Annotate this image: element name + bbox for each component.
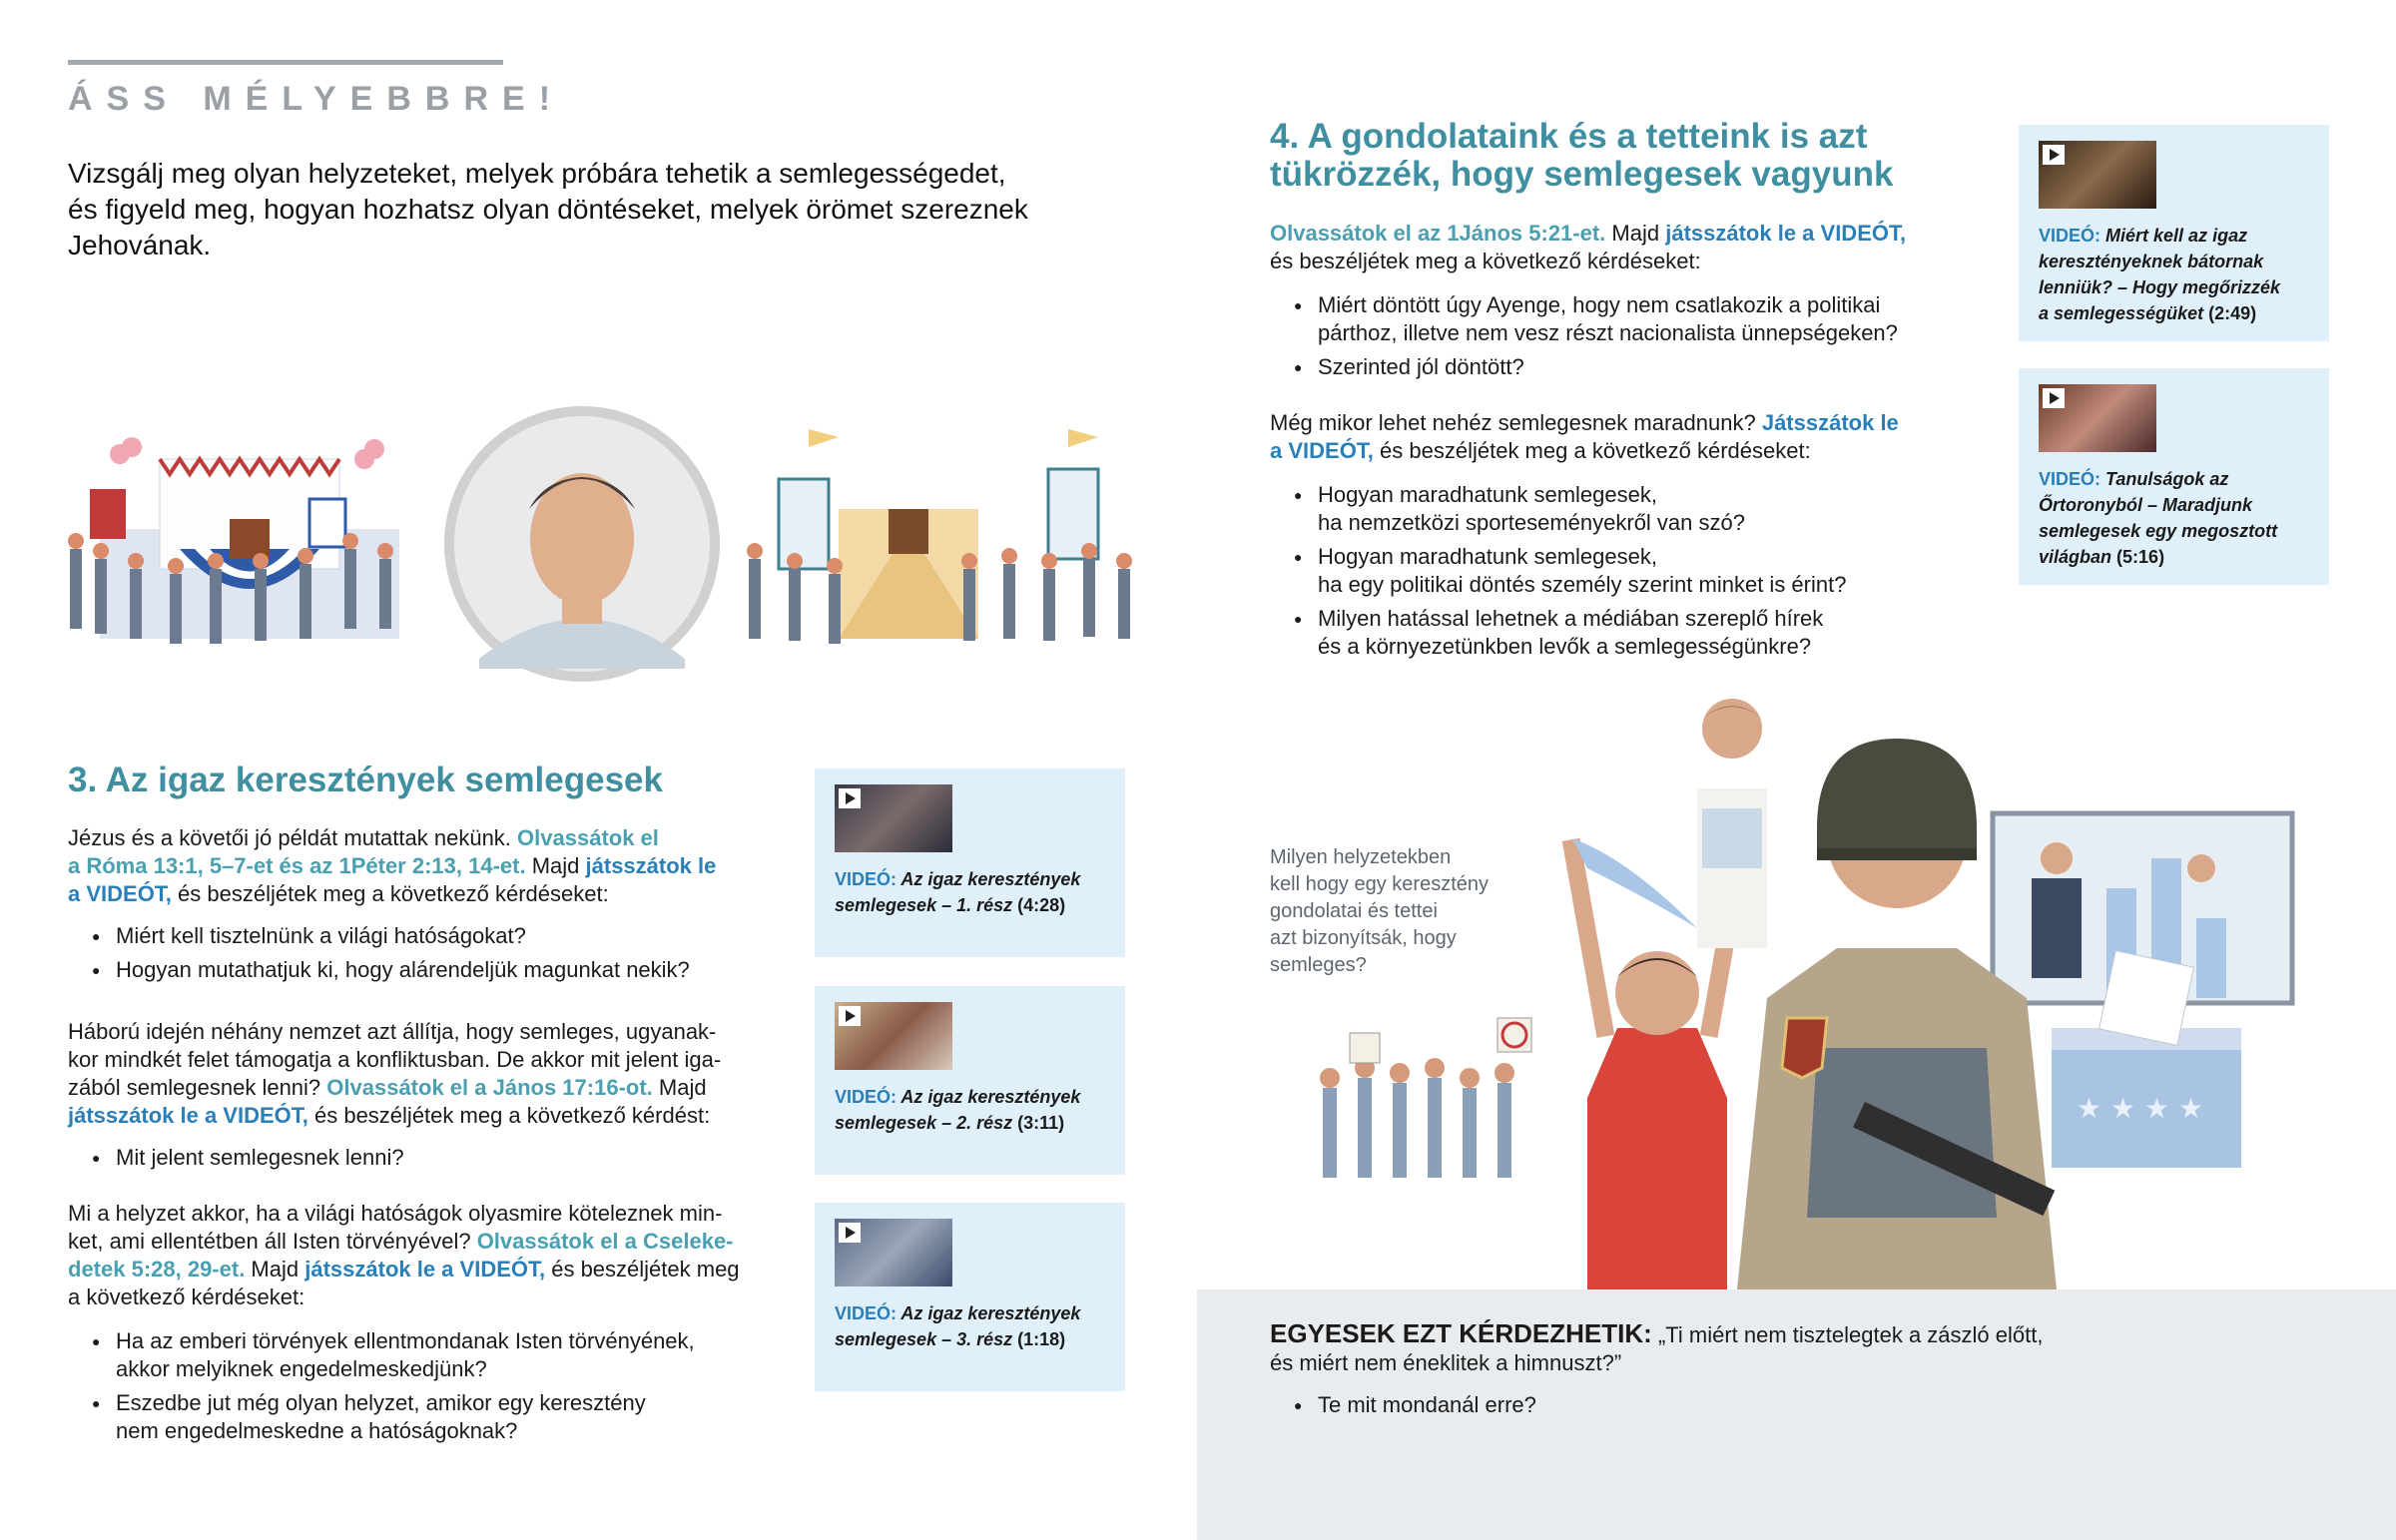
video-card-3[interactable]: VIDEÓ: Az igaz keresztények semlegesek – 3. rész (1:18)	[815, 1203, 1125, 1391]
list-item: ● Hogyan maradhatunk semlegesek, ha egy politikai döntés személy szerint minket is érint?	[1270, 543, 1846, 599]
play-icon[interactable]	[2043, 388, 2065, 408]
section3-paragraph-1: Jézus és a követői jó példát mutattak nekünk. Olvassátok el a Róma 13:1, 5–7-et és az 1Péter 2:13, 14-et. Majd játsszátok le a VIDEÓT, és beszéljétek meg a következő kérdéseket:	[68, 825, 717, 906]
video-card-1[interactable]: VIDEÓ: Az igaz keresztények semlegesek – 1. rész (4:28)	[815, 769, 1125, 957]
intro-text: Vizsgálj meg olyan helyzeteket, melyek próbára tehetik a semlegességedet, és figyeld meg, hogyan hozhatsz olyan döntéseket, melyek örömet szereznek Jehovának.	[68, 158, 1028, 260]
scripture-link[interactable]: Olvassátok el a Cseleke-	[476, 1229, 734, 1254]
video-thumbnail[interactable]	[2039, 141, 2156, 209]
section4-paragraph-1: Olvassátok el az 1János 5:21-et. Majd játsszátok le a VIDEÓT, és beszéljétek meg a következő kérdéseket:	[1270, 221, 1907, 273]
list-item: ● Eszedbe jut még olyan helyzet, amikor egy keresztény nem engedelmeskedne a hatóságoknak?	[68, 1389, 695, 1445]
panel-label: EGYESEK EZT KÉRDEZHETIK:	[1270, 1318, 1652, 1348]
video-thumbnail[interactable]	[835, 1002, 952, 1070]
play-icon[interactable]	[839, 1006, 861, 1026]
waving-person	[1697, 699, 1767, 948]
section4-title: 4. A gondolataink és a tetteink is azt tükrözzék, hogy semlegesek vagyunk	[1270, 117, 1894, 194]
video-link[interactable]: játsszátok le a VIDEÓT,	[1665, 221, 1907, 246]
eyebrow: ÁSS MÉLYEBBRE!	[68, 80, 565, 118]
video-link[interactable]: játsszátok le a VIDEÓT,	[68, 1103, 308, 1128]
section3-bullets-3	[68, 1321, 695, 1445]
video-card-5[interactable]: VIDEÓ: Tanulságok az Őrtoronyból – Maradjunk semlegesek egy megosztott világban (5:16)	[2019, 368, 2329, 585]
left-rally-scene	[68, 437, 399, 644]
section3-paragraph-3: Mi a helyzet akkor, ha a világi hatóságok olyasmire köteleznek min- ket, ami ellentétben áll Isten törvényével? Olvassátok el a Cseleke- detek 5:28, 29-et. Majd játsszátok le a VIDEÓT, és beszéljétek meg a következő kérdéseket:	[68, 1201, 740, 1309]
section3-title: 3. Az igaz keresztények semlegesek	[68, 761, 663, 799]
list-item: ● Ha az emberi törvények ellentmondanak Isten törvényének, akkor melyiknek engedelmeskedjünk?	[68, 1327, 695, 1383]
list-item: ● Hogyan mutathatjuk ki, hogy alárendeljük magunkat nekik?	[68, 956, 690, 984]
play-icon[interactable]	[839, 1223, 861, 1243]
section4-bullets-1	[1270, 285, 1898, 381]
video-thumbnail[interactable]	[835, 1219, 952, 1286]
video-link[interactable]: Játsszátok le	[1761, 410, 1899, 435]
svg-text:★ ★ ★ ★: ★ ★ ★ ★	[2077, 1092, 2204, 1125]
section4-bullets-2	[1270, 475, 1846, 661]
play-icon[interactable]	[2043, 145, 2065, 165]
panel-question: EGYESEK EZT KÉRDEZHETIK: „Ti miért nem tisztelegtek a zászló előtt, és miért nem éneklitek a himnuszt?”	[1270, 1318, 2044, 1375]
eyebrow-rule	[68, 60, 503, 65]
scripture-link[interactable]: Olvassátok el az 1János 5:21-et.	[1270, 221, 1606, 246]
section4-paragraph-2: Még mikor lehet nehéz semlegesnek maradnunk? Játsszátok le a VIDEÓT, és beszéljétek meg a következő kérdéseket:	[1270, 410, 1899, 463]
portrait-avatar	[444, 406, 720, 682]
scripture-link[interactable]: a Róma 13:1, 5–7-et és az 1Péter 2:13, 14-et.	[68, 853, 526, 878]
list-item: ● Te mit mondanál erre?	[1270, 1391, 1536, 1419]
video-card-2[interactable]: VIDEÓ: Az igaz keresztények semlegesek – 2. rész (3:11)	[815, 986, 1125, 1175]
video-link[interactable]: a VIDEÓT,	[1270, 438, 1374, 463]
right-rally-scene	[747, 429, 1132, 644]
protesters	[1320, 1018, 1531, 1178]
panel-bullets	[1270, 1385, 1536, 1419]
list-item: ● Milyen hatással lehetnek a médiában szereplő hírek és a környezetünkben levők a semlegességünkre?	[1270, 605, 1846, 661]
list-item: ● Hogyan maradhatunk semlegesek, ha nemzetközi sporteseményekről van szó?	[1270, 481, 1846, 537]
video-thumbnail[interactable]	[835, 784, 952, 852]
list-item: ● Miért döntött úgy Ayenge, hogy nem csatlakozik a politikai párthoz, illetve nem vesz részt nacionalista ünnepségeken?	[1270, 291, 1898, 347]
scripture-link[interactable]: Olvassátok el	[517, 825, 659, 850]
rally-illustration	[60, 399, 1158, 689]
section3-paragraph-2: Háború idején néhány nemzet azt állítja, hogy semleges, ugyanak- kor mindkét felet támogatja a konfliktusban. De akkor mit jelent iga- zából semlegesnek lenni? Olvassátok el a János 17:16-ot. Majd játsszátok le a VIDEÓT, és beszéljétek meg a következő kérdést:	[68, 1019, 722, 1128]
list-item: ● Mit jelent semlegesnek lenni?	[68, 1144, 404, 1172]
video-card-4[interactable]: VIDEÓ: Miért kell az igaz keresztényeknek bátornak lenniük? – Hogy megőrizzék a semlegességüket (2:49)	[2019, 125, 2329, 341]
list-item: ● Szerinted jól döntött?	[1270, 353, 1898, 381]
scripture-link[interactable]: Olvassátok el a János 17:16-ot.	[326, 1075, 653, 1100]
list-item: ● Miért kell tisztelnünk a világi hatóságokat?	[68, 922, 690, 950]
video-link[interactable]: a VIDEÓT,	[68, 881, 172, 906]
video-link[interactable]: játsszátok le a VIDEÓT,	[304, 1257, 546, 1282]
scripture-link[interactable]: detek 5:28, 29-et.	[68, 1257, 246, 1282]
section3-bullets-2	[68, 1138, 404, 1172]
video-thumbnail[interactable]	[2039, 384, 2156, 452]
illustration-caption: Milyen helyzetekben kell hogy egy keresztény gondolatai és tettei azt bizonyítsák, hogy semleges?	[1270, 846, 1490, 976]
section3-bullets-1	[68, 916, 690, 984]
video-link[interactable]: játsszátok le	[585, 853, 717, 878]
neutrality-illustration	[1298, 699, 2396, 1289]
play-icon[interactable]	[839, 788, 861, 808]
